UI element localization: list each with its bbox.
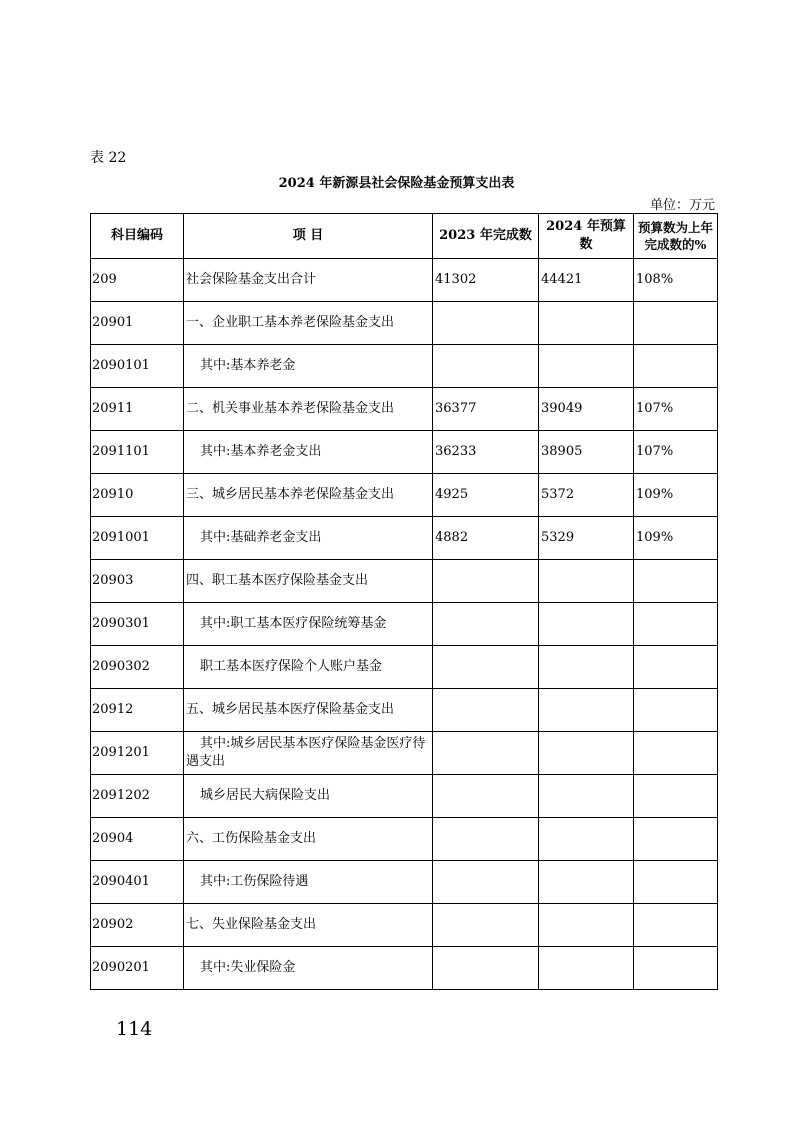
cell-percent xyxy=(634,732,718,775)
cell-item: 职工基本医疗保险个人账户基金 xyxy=(184,646,433,689)
header-item: 项 目 xyxy=(184,214,433,259)
table-row xyxy=(91,345,718,388)
cell-code: 20903 xyxy=(91,560,184,603)
cell-percent: 107% xyxy=(634,431,718,474)
header-2023: 2023 年完成数 xyxy=(433,214,539,259)
cell-2024: 44421 xyxy=(539,259,634,302)
cell-2023 xyxy=(433,560,539,603)
cell-2024 xyxy=(539,646,634,689)
cell-2023: 36233 xyxy=(433,431,539,474)
table-row xyxy=(91,560,718,603)
cell-2024: 39049 xyxy=(539,388,634,431)
cell-percent xyxy=(634,345,718,388)
cell-code: 20902 xyxy=(91,904,184,947)
table-row xyxy=(91,474,718,517)
cell-2024 xyxy=(539,947,634,990)
cell-percent xyxy=(634,302,718,345)
cell-percent xyxy=(634,775,718,818)
cell-code: 20910 xyxy=(91,474,184,517)
table-header-row xyxy=(91,214,718,259)
cell-2023: 4925 xyxy=(433,474,539,517)
cell-code: 20912 xyxy=(91,689,184,732)
cell-percent: 107% xyxy=(634,388,718,431)
cell-percent xyxy=(634,603,718,646)
cell-2023 xyxy=(433,947,539,990)
table-row xyxy=(91,689,718,732)
cell-code: 2091101 xyxy=(91,431,184,474)
cell-item: 六、工伤保险基金支出 xyxy=(184,818,433,861)
cell-item xyxy=(184,732,433,775)
cell-2024 xyxy=(539,732,634,775)
cell-item: 二、机关事业基本养老保险基金支出 xyxy=(184,388,433,431)
cell-item: 一、企业职工基本养老保险基金支出 xyxy=(184,302,433,345)
cell-2023: 36377 xyxy=(433,388,539,431)
cell-item: 其中:基本养老金支出 xyxy=(184,431,433,474)
cell-item: 七、失业保险基金支出 xyxy=(184,904,433,947)
table-row xyxy=(91,861,718,904)
cell-item: 三、城乡居民基本养老保险基金支出 xyxy=(184,474,433,517)
cell-2023 xyxy=(433,646,539,689)
cell-percent xyxy=(634,818,718,861)
table-title: 2024 年新源县社会保险基金预算支出表 xyxy=(278,176,515,191)
cell-2023 xyxy=(433,302,539,345)
table-row xyxy=(91,646,718,689)
cell-2023: 4882 xyxy=(433,517,539,560)
cell-code: 20901 xyxy=(91,302,184,345)
cell-code: 2091201 xyxy=(91,732,184,775)
cell-item: 其中:基础养老金支出 xyxy=(184,517,433,560)
table-row xyxy=(91,904,718,947)
cell-2023 xyxy=(433,732,539,775)
cell-2024 xyxy=(539,818,634,861)
cell-2024: 5372 xyxy=(539,474,634,517)
cell-item: 城乡居民大病保险支出 xyxy=(184,775,433,818)
cell-code: 20904 xyxy=(91,818,184,861)
cell-2023 xyxy=(433,603,539,646)
table-row xyxy=(91,603,718,646)
cell-item: 社会保险基金支出合计 xyxy=(184,259,433,302)
header-code: 科目编码 xyxy=(91,214,184,259)
table-row xyxy=(91,388,718,431)
cell-percent xyxy=(634,947,718,990)
cell-2024 xyxy=(539,302,634,345)
table-row xyxy=(91,259,718,302)
cell-2023 xyxy=(433,818,539,861)
cell-2024 xyxy=(539,775,634,818)
cell-item: 五、城乡居民基本医疗保险基金支出 xyxy=(184,689,433,732)
cell-item: 其中:失业保险金 xyxy=(184,947,433,990)
table-label: 表 22 xyxy=(90,150,127,166)
page-number: 114 xyxy=(116,1018,153,1040)
cell-2024 xyxy=(539,689,634,732)
budget-table xyxy=(90,213,718,990)
cell-percent xyxy=(634,904,718,947)
cell-2023 xyxy=(433,775,539,818)
cell-percent: 109% xyxy=(634,474,718,517)
cell-item: 其中:工伤保险待遇 xyxy=(184,861,433,904)
cell-code: 2090401 xyxy=(91,861,184,904)
cell-2024 xyxy=(539,345,634,388)
unit-label: 单位：万元 xyxy=(649,198,715,213)
cell-2024 xyxy=(539,861,634,904)
table-row xyxy=(91,732,718,775)
cell-2024: 38905 xyxy=(539,431,634,474)
cell-code: 2090101 xyxy=(91,345,184,388)
table-row xyxy=(91,517,718,560)
cell-percent xyxy=(634,689,718,732)
cell-item: 其中:职工基本医疗保险统筹基金 xyxy=(184,603,433,646)
cell-percent: 109% xyxy=(634,517,718,560)
cell-percent xyxy=(634,646,718,689)
cell-percent xyxy=(634,560,718,603)
cell-code: 209 xyxy=(91,259,184,302)
table-row xyxy=(91,775,718,818)
cell-2023 xyxy=(433,345,539,388)
table-row xyxy=(91,302,718,345)
header-2024: 2024 年预算数 xyxy=(539,214,634,259)
table-row xyxy=(91,818,718,861)
cell-2024 xyxy=(539,904,634,947)
cell-percent xyxy=(634,861,718,904)
cell-2024 xyxy=(539,560,634,603)
cell-code: 2090201 xyxy=(91,947,184,990)
cell-item-text: 其中:城乡居民基本医疗保险基金医疗待遇支出 xyxy=(186,736,426,769)
header-percent: 预算数为上年完成数的% xyxy=(634,214,718,259)
cell-2023 xyxy=(433,689,539,732)
cell-code: 2090301 xyxy=(91,603,184,646)
cell-code: 2091202 xyxy=(91,775,184,818)
cell-item: 四、职工基本医疗保险基金支出 xyxy=(184,560,433,603)
cell-2024: 5329 xyxy=(539,517,634,560)
cell-2023: 41302 xyxy=(433,259,539,302)
cell-code: 2090302 xyxy=(91,646,184,689)
table-row xyxy=(91,947,718,990)
cell-code: 2091001 xyxy=(91,517,184,560)
cell-2024 xyxy=(539,603,634,646)
cell-2023 xyxy=(433,861,539,904)
table-row xyxy=(91,431,718,474)
cell-item: 其中:基本养老金 xyxy=(184,345,433,388)
cell-percent: 108% xyxy=(634,259,718,302)
cell-code: 20911 xyxy=(91,388,184,431)
cell-2023 xyxy=(433,904,539,947)
